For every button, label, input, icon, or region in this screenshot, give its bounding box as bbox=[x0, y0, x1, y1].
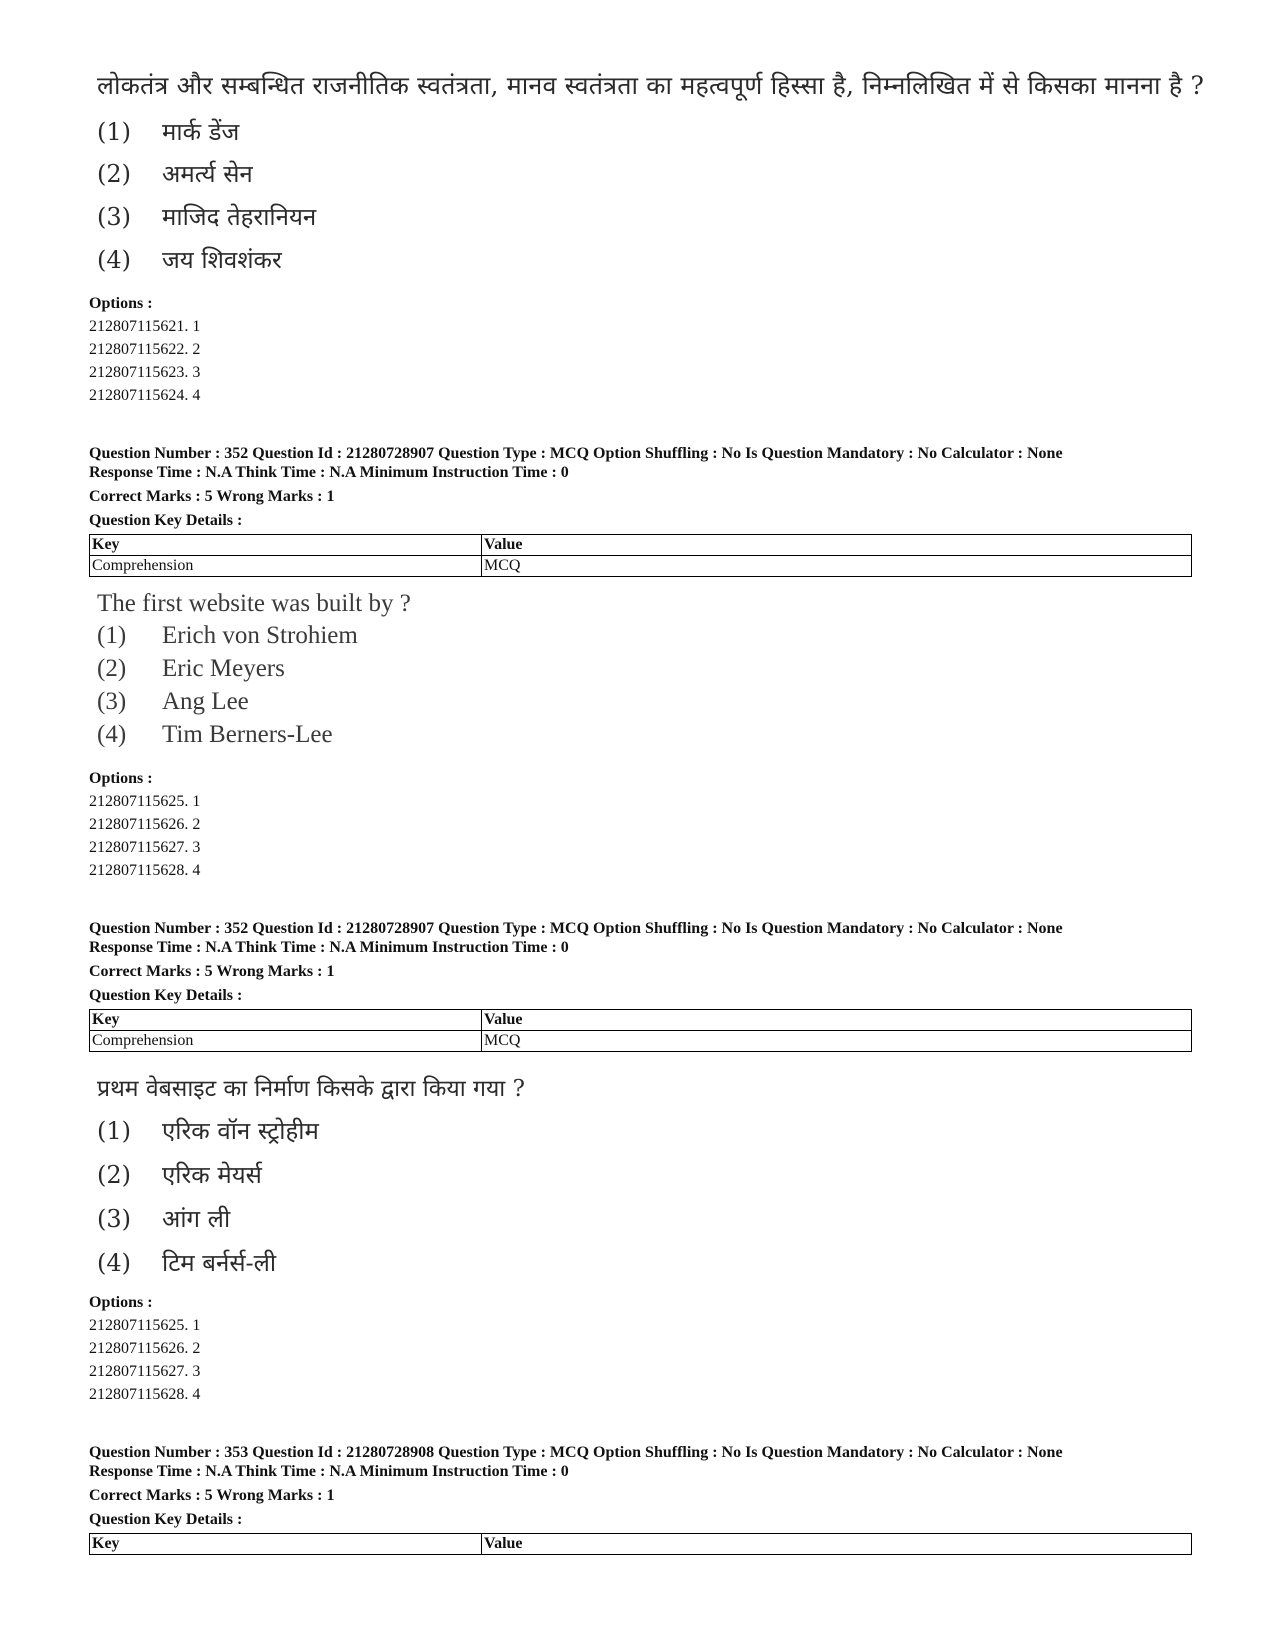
question-meta: Question Number : 352 Question Id : 21280728907 Question Type : MCQ Option Shuffling : No Is Question Mandatory : No Calculator : None bbox=[89, 445, 1063, 462]
choice-number: (4) bbox=[97, 1249, 131, 1277]
choice-number: (2) bbox=[97, 655, 127, 682]
question-timing: Response Time : N.A Think Time : N.A Minimum Instruction Time : 0 bbox=[89, 939, 569, 956]
option-id: 212807115628. 4 bbox=[89, 862, 201, 879]
table-header-value: Value bbox=[482, 535, 1192, 556]
question-stem: The first website was built by ? bbox=[97, 590, 411, 617]
choice-number: (4) bbox=[97, 721, 127, 748]
key-details-label: Question Key Details : bbox=[89, 987, 243, 1004]
table-header-value: Value bbox=[482, 1534, 1192, 1555]
table-header-value: Value bbox=[482, 1010, 1192, 1031]
question-meta: Question Number : 352 Question Id : 21280728907 Question Type : MCQ Option Shuffling : No Is Question Mandatory : No Calculator : None bbox=[89, 920, 1063, 937]
option-id: 212807115627. 3 bbox=[89, 1363, 201, 1380]
question-marks: Correct Marks : 5 Wrong Marks : 1 bbox=[89, 488, 335, 505]
table-cell-value: MCQ bbox=[482, 556, 1192, 577]
key-details-label: Question Key Details : bbox=[89, 512, 243, 529]
option-id: 212807115628. 4 bbox=[89, 1386, 201, 1403]
choice-number: (4) bbox=[97, 246, 131, 274]
table-header-key: Key bbox=[90, 1010, 482, 1031]
choice-text: अमर्त्य सेन bbox=[162, 160, 253, 188]
table-header-row bbox=[90, 1010, 1192, 1031]
table-header-row bbox=[90, 535, 1192, 556]
option-id: 212807115621. 1 bbox=[89, 318, 201, 335]
question-marks: Correct Marks : 5 Wrong Marks : 1 bbox=[89, 1487, 335, 1504]
question-timing: Response Time : N.A Think Time : N.A Minimum Instruction Time : 0 bbox=[89, 464, 569, 481]
choice-item bbox=[97, 243, 282, 276]
options-label: Options : bbox=[89, 295, 153, 312]
choice-text: Tim Berners-Lee bbox=[162, 721, 333, 748]
choice-item bbox=[97, 1202, 230, 1235]
choice-number: (3) bbox=[97, 688, 127, 715]
choice-number: (3) bbox=[97, 1205, 131, 1233]
question-stem: प्रथम वेबसाइट का निर्माण किसके द्वारा किया गया ? bbox=[97, 1076, 525, 1102]
key-details-label: Question Key Details : bbox=[89, 1511, 243, 1528]
choice-item bbox=[97, 1114, 319, 1147]
choice-item bbox=[97, 200, 316, 233]
choice-item bbox=[97, 157, 253, 190]
key-details-table bbox=[89, 1009, 1192, 1052]
option-id: 212807115626. 2 bbox=[89, 816, 201, 833]
table-cell-key: Comprehension bbox=[90, 556, 482, 577]
options-label: Options : bbox=[89, 1294, 153, 1311]
choice-item bbox=[97, 655, 285, 683]
key-details-table bbox=[89, 534, 1192, 577]
choice-item bbox=[97, 1246, 276, 1279]
option-id: 212807115625. 1 bbox=[89, 1317, 201, 1334]
table-header-key: Key bbox=[90, 535, 482, 556]
choice-text: Erich von Strohiem bbox=[162, 622, 358, 649]
choice-text: एरिक मेयर्स bbox=[162, 1161, 262, 1189]
choice-number: (1) bbox=[97, 118, 131, 146]
choice-item bbox=[97, 622, 358, 650]
choice-item bbox=[97, 115, 239, 148]
choice-text: Ang Lee bbox=[162, 688, 249, 715]
choice-text: टिम बर्नर्स-ली bbox=[162, 1249, 277, 1277]
option-id: 212807115625. 1 bbox=[89, 793, 201, 810]
choice-text: एरिक वॉन स्ट्रोहीम bbox=[162, 1117, 319, 1145]
question-meta: Question Number : 353 Question Id : 21280728908 Question Type : MCQ Option Shuffling : No Is Question Mandatory : No Calculator : None bbox=[89, 1444, 1063, 1461]
question-timing: Response Time : N.A Think Time : N.A Minimum Instruction Time : 0 bbox=[89, 1463, 569, 1480]
table-row bbox=[90, 1031, 1192, 1052]
choice-text: माजिद तेहरानियन bbox=[162, 203, 317, 231]
key-details-table bbox=[89, 1533, 1192, 1555]
option-id: 212807115627. 3 bbox=[89, 839, 201, 856]
table-row bbox=[90, 556, 1192, 577]
option-id: 212807115622. 2 bbox=[89, 341, 201, 358]
question-stem: लोकतंत्र और सम्बन्धित राजनीतिक स्वतंत्रता, मानव स्वतंत्रता का महत्वपूर्ण हिस्सा है, निम्नलिखित में से किसका मानना है ? bbox=[97, 71, 1205, 100]
table-header-row bbox=[90, 1534, 1192, 1555]
table-cell-value: MCQ bbox=[482, 1031, 1192, 1052]
choice-item bbox=[97, 1158, 262, 1191]
options-label: Options : bbox=[89, 770, 153, 787]
table-header-key: Key bbox=[90, 1534, 482, 1555]
question-marks: Correct Marks : 5 Wrong Marks : 1 bbox=[89, 963, 335, 980]
choice-item bbox=[97, 721, 333, 749]
choice-number: (2) bbox=[97, 1161, 131, 1189]
choice-text: जय शिवशंकर bbox=[162, 246, 282, 274]
choice-number: (3) bbox=[97, 203, 131, 231]
option-id: 212807115624. 4 bbox=[89, 387, 201, 404]
choice-number: (2) bbox=[97, 160, 131, 188]
option-id: 212807115623. 3 bbox=[89, 364, 201, 381]
choice-number: (1) bbox=[97, 1117, 131, 1145]
choice-number: (1) bbox=[97, 622, 127, 649]
option-id: 212807115626. 2 bbox=[89, 1340, 201, 1357]
choice-item bbox=[97, 688, 249, 716]
choice-text: मार्क डेंज bbox=[162, 118, 240, 146]
choice-text: आंग ली bbox=[162, 1205, 231, 1233]
choice-text: Eric Meyers bbox=[162, 655, 285, 682]
table-cell-key: Comprehension bbox=[90, 1031, 482, 1052]
